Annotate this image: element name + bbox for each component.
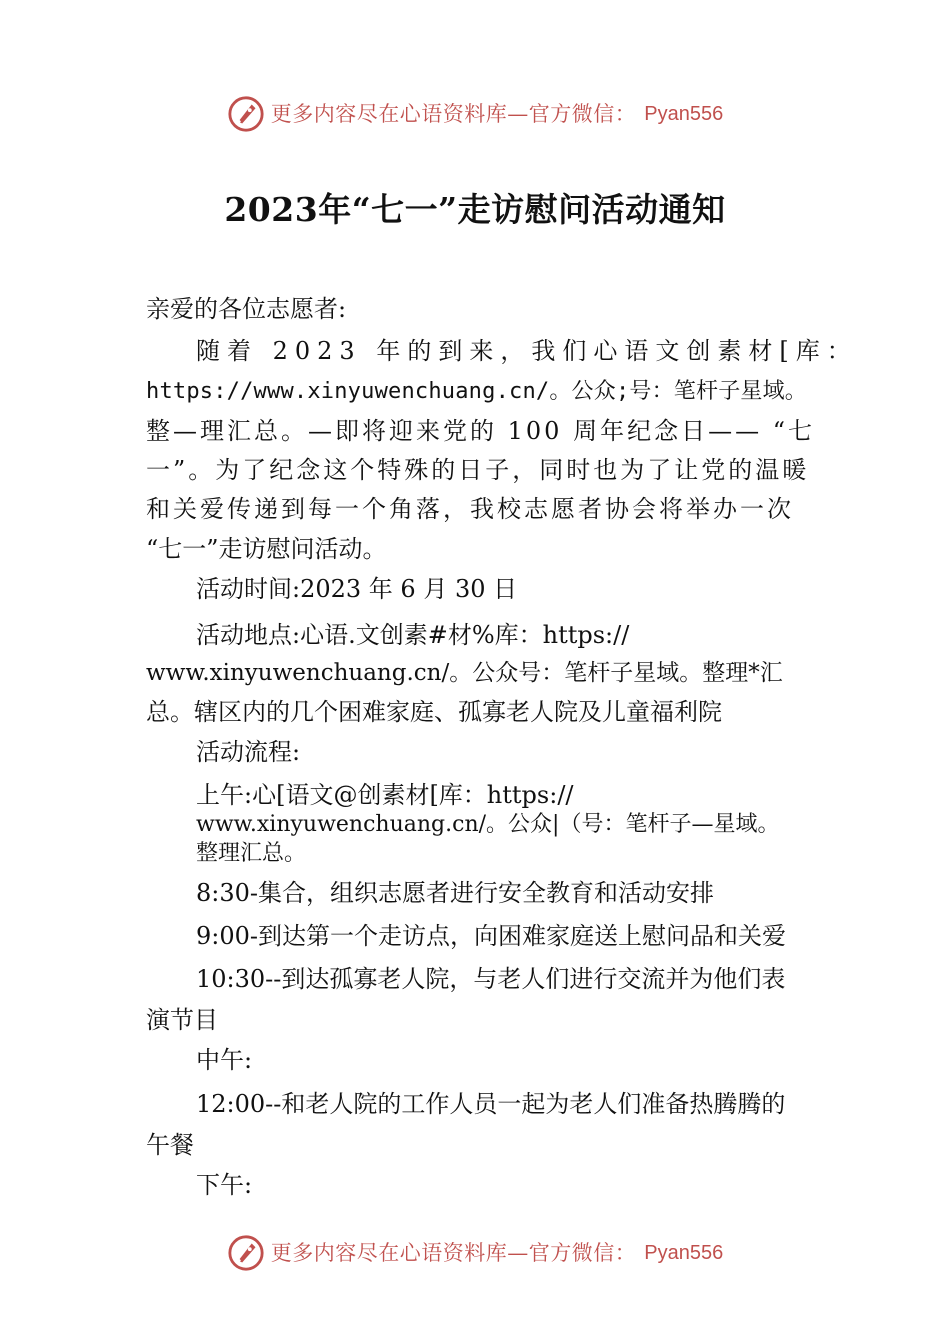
morning-line: www.xinyuwenchuang.cn/。公众|（号：笔杆子—星域。 bbox=[196, 812, 780, 837]
schedule-item-1030: 10:30--到达孤寡老人院，与老人们进行交流并为他们表 bbox=[196, 965, 786, 993]
schedule-item-900: 9:00-到达第一个走访点，向困难家庭送上慰问品和关爱 bbox=[196, 922, 787, 950]
schedule-item-830: 8:30-集合，组织志愿者进行安全教育和活动安排 bbox=[196, 879, 715, 907]
afternoon-label: 下午: bbox=[196, 1171, 253, 1199]
footer-banner bbox=[0, 1231, 950, 1275]
paragraph-line: 随着 2023 年的到来，我们心语文创素材[库： bbox=[196, 337, 858, 365]
banner-text: 更多内容尽在心语资料库—官方微信： bbox=[270, 101, 637, 126]
paragraph-line: 一”。为了纪念这个特殊的日子，同时也为了让党的温暖 bbox=[146, 456, 810, 484]
activity-place-line: 活动地点:心语.文创素#材%库：https:// bbox=[196, 621, 630, 649]
greeting: 亲爱的各位志愿者: bbox=[146, 295, 347, 323]
header-banner bbox=[0, 92, 950, 136]
activity-flow-label: 活动流程: bbox=[196, 738, 301, 766]
schedule-item-1200-cont: 午餐 bbox=[146, 1131, 194, 1159]
banner-wechat-id: Pyan556 bbox=[644, 1242, 724, 1264]
activity-place-line: 总。辖区内的几个困难家庭、孤寡老人院及儿童福利院 bbox=[146, 698, 722, 726]
morning-line: 整理汇总。 bbox=[196, 841, 307, 866]
noon-label: 中午: bbox=[196, 1046, 253, 1074]
schedule-item-1200: 12:00--和老人院的工作人员一起为老人们准备热腾腾的 bbox=[196, 1090, 786, 1118]
page-title: 2023年“七一”走访慰问活动通知 bbox=[224, 190, 726, 229]
schedule-item-1030-cont: 演节目 bbox=[146, 1006, 218, 1034]
activity-time: 活动时间:2023 年 6 月 30 日 bbox=[196, 575, 518, 603]
activity-place-line: www.xinyuwenchuang.cn/。公众号：笔杆子星域。整理*汇 bbox=[146, 660, 783, 686]
paragraph-line: https://www.xinyuwenchuang.cn/。公众;号：笔杆子星域。 bbox=[146, 379, 807, 404]
pen-nib-logo-icon bbox=[227, 1234, 265, 1272]
pen-nib-logo-icon bbox=[227, 95, 265, 133]
paragraph-line: “七一”走访慰问活动。 bbox=[146, 535, 387, 563]
banner-text: 更多内容尽在心语资料库—官方微信： bbox=[270, 1240, 637, 1265]
paragraph-line: 和关爱传递到每一个角落，我校志愿者协会将举办一次 bbox=[146, 495, 794, 523]
morning-line: 上午:心[语文@创素材[库：https:// bbox=[196, 781, 574, 809]
paragraph-line: 整—理汇总。—即将迎来党的 100 周年纪念日—— “七 bbox=[146, 417, 815, 445]
banner-wechat-id: Pyan556 bbox=[644, 103, 724, 125]
